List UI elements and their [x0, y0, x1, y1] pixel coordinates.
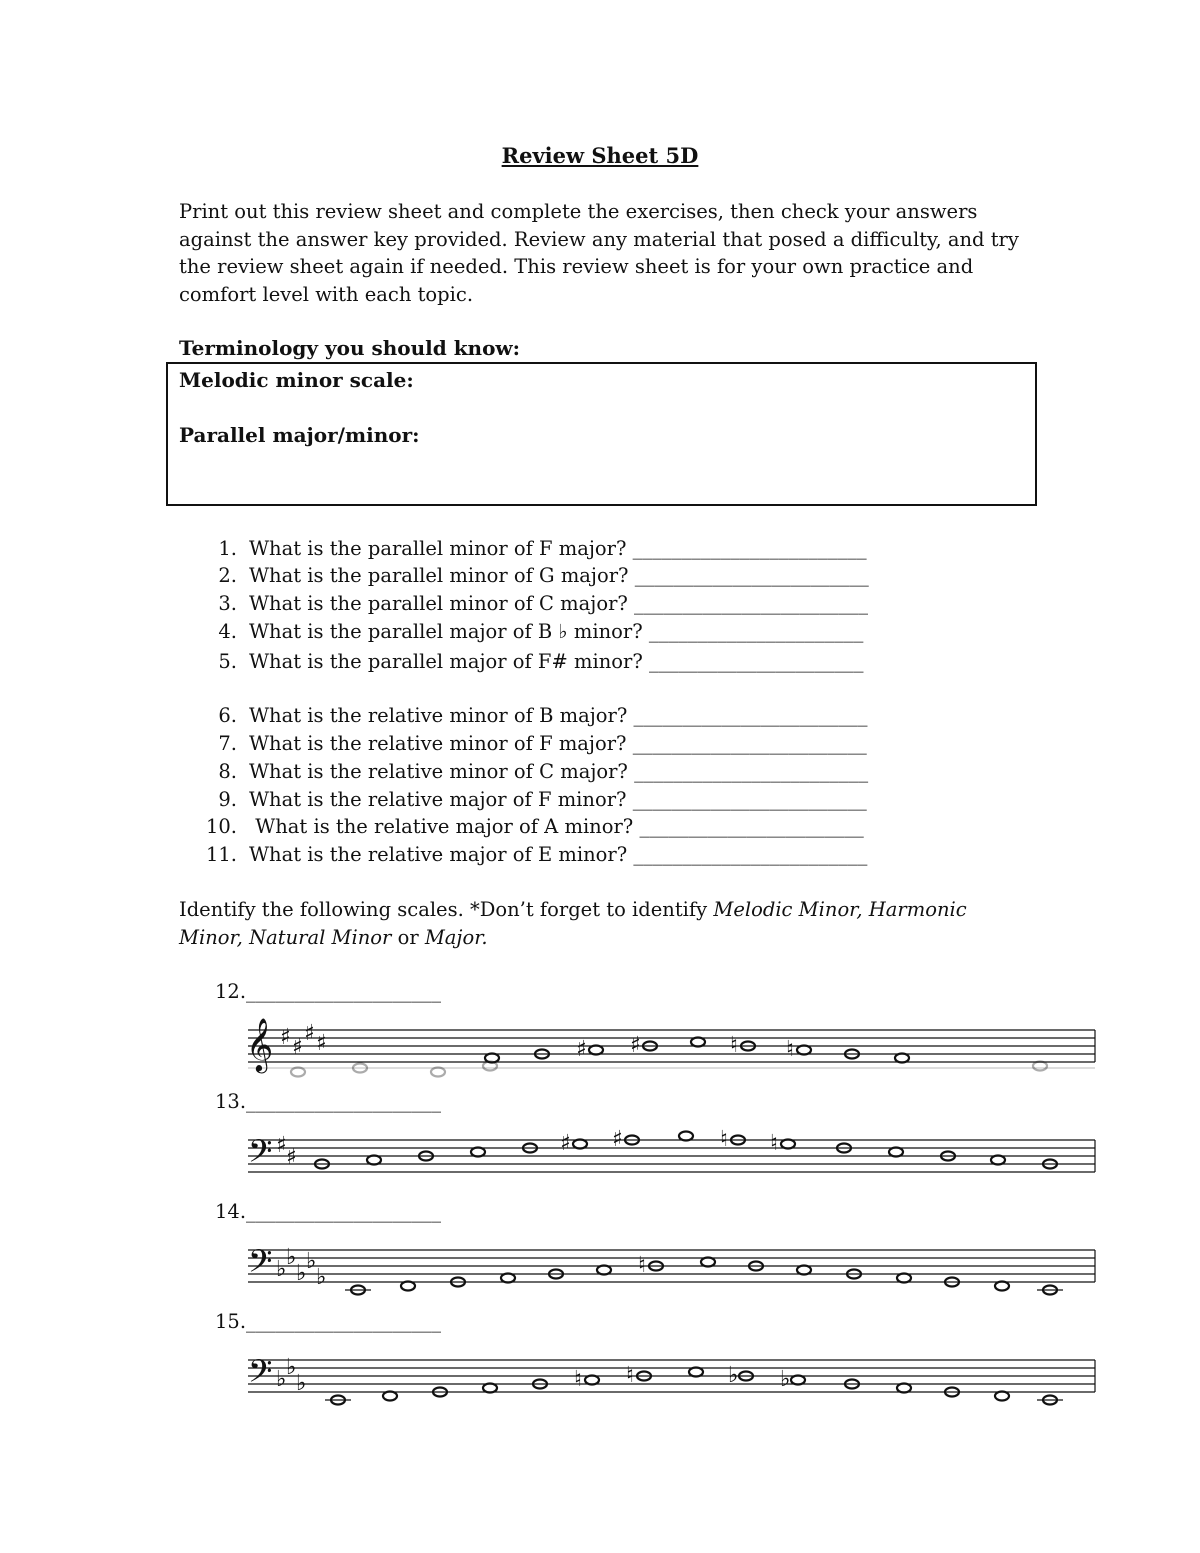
whole-note-icon — [895, 1054, 909, 1063]
whole-note-icon — [679, 1132, 693, 1141]
whole-note-icon — [471, 1148, 485, 1157]
scale-label-14[interactable]: 14.____________________ — [215, 1200, 442, 1223]
flat-icon: ♭ — [276, 1367, 287, 1392]
staff-12 — [240, 1010, 1110, 1100]
whole-note-icon — [991, 1156, 1005, 1165]
scale-instructions — [179, 896, 1019, 951]
sharp-icon: ♯ — [576, 1037, 587, 1062]
question-11[interactable] — [202, 843, 867, 867]
flat-icon: ♭ — [780, 1367, 791, 1392]
whole-note-icon — [401, 1282, 415, 1291]
whole-note-icon — [483, 1384, 497, 1393]
natural-icon: ♮ — [638, 1253, 646, 1278]
question-text: What is the parallel major of F# minor? ______________________ — [249, 650, 864, 673]
question-number: 7. — [218, 732, 237, 755]
question-number: 1. — [218, 537, 237, 560]
question-6[interactable] — [202, 704, 868, 728]
question-text: What is the relative minor of F major? ________________________ — [249, 732, 867, 755]
treble-clef-icon: 𝄞 — [246, 1017, 274, 1071]
whole-note-icon — [897, 1384, 911, 1393]
whole-note-icon — [589, 1046, 603, 1055]
scale-label-13[interactable]: 13.____________________ — [215, 1090, 442, 1113]
question-text: What is the relative minor of C major? ________________________ — [249, 760, 869, 783]
whole-note-icon — [291, 1068, 305, 1077]
question-number: 2. — [218, 564, 237, 587]
whole-note-icon — [689, 1368, 703, 1377]
whole-note-icon — [995, 1282, 1009, 1291]
sharp-icon: ♯ — [276, 1133, 287, 1158]
staff-13 — [240, 1120, 1110, 1210]
question-3[interactable] — [202, 592, 868, 616]
whole-note-icon — [367, 1156, 381, 1165]
question-number: 9. — [218, 788, 237, 811]
question-1[interactable] — [202, 537, 867, 561]
whole-note-icon — [897, 1274, 911, 1283]
scale-label-15[interactable]: 15.____________________ — [215, 1310, 442, 1333]
instructions-minor-types: Melodic Minor, Harmonic Minor, Natural Minor — [179, 898, 967, 949]
whole-note-icon — [431, 1068, 445, 1077]
question-9[interactable] — [202, 788, 867, 812]
flat-icon: ♭ — [276, 1257, 287, 1282]
flat-icon: ♭ — [286, 1245, 297, 1270]
question-text: What is the parallel minor of C major? ________________________ — [249, 592, 869, 615]
question-number: 8. — [218, 760, 237, 783]
sharp-icon: ♯ — [612, 1127, 623, 1152]
whole-note-icon — [383, 1392, 397, 1401]
term-melodic-minor: Melodic minor scale: — [179, 368, 414, 392]
question-10[interactable] — [202, 815, 864, 839]
question-5[interactable] — [202, 650, 864, 674]
question-8[interactable] — [202, 760, 868, 784]
question-7[interactable] — [202, 732, 867, 756]
natural-icon: ♮ — [770, 1131, 778, 1156]
intro-paragraph: Print out this review sheet and complete the exercises, then check your answers against the answer key provided. Review any material that posed a difficulty, and try the review sheet again if needed. This review sheet is for your own practice and comfort level with each topic. — [179, 200, 1019, 306]
natural-icon: ♮ — [786, 1037, 794, 1062]
instructions-prefix: Identify the following scales. *Don’t forget to identify — [179, 898, 714, 921]
question-text: What is the relative major of A minor? _______________________ — [249, 815, 864, 838]
instructions-or: or — [391, 925, 425, 949]
whole-note-icon — [597, 1266, 611, 1275]
whole-note-icon — [889, 1148, 903, 1157]
bass-clef-icon: 𝄢 — [248, 1243, 273, 1287]
sharp-icon: ♯ — [292, 1035, 303, 1060]
sharp-icon: ♯ — [280, 1025, 291, 1050]
bass-clef-icon: 𝄢 — [248, 1353, 273, 1397]
staff-15 — [240, 1340, 1110, 1430]
question-2[interactable] — [202, 564, 869, 588]
sharp-icon: ♯ — [560, 1131, 571, 1156]
whole-note-icon — [585, 1376, 599, 1385]
whole-note-icon — [701, 1258, 715, 1267]
sharp-icon: ♯ — [630, 1033, 641, 1058]
question-text: What is the parallel minor of G major? ________________________ — [249, 564, 869, 587]
flat-icon: ♭ — [296, 1261, 307, 1286]
bass-clef-icon: 𝄢 — [248, 1133, 273, 1177]
sharp-icon: ♯ — [304, 1021, 315, 1046]
scale-label-12[interactable]: 12.____________________ — [215, 980, 442, 1003]
question-number: 4. — [218, 620, 237, 643]
natural-icon: ♮ — [574, 1367, 582, 1392]
whole-note-icon — [995, 1392, 1009, 1401]
whole-note-icon — [1033, 1062, 1047, 1071]
natural-icon: ♮ — [730, 1033, 738, 1058]
whole-note-icon — [781, 1140, 795, 1149]
whole-note-icon — [573, 1140, 587, 1149]
question-text: What is the parallel minor of F major? ________________________ — [249, 537, 867, 560]
question-number: 10. — [205, 815, 237, 838]
terminology-box[interactable] — [166, 362, 1037, 506]
whole-note-icon — [797, 1266, 811, 1275]
flat-icon: ♭ — [296, 1371, 307, 1396]
whole-note-icon — [501, 1274, 515, 1283]
flat-icon: ♭ — [728, 1363, 739, 1388]
question-text: What is the parallel major of B ♭ minor? ______________________ — [249, 620, 864, 643]
staff-14 — [240, 1230, 1110, 1320]
whole-note-icon — [791, 1376, 805, 1385]
instructions-major: Major. — [424, 925, 488, 949]
natural-icon: ♮ — [626, 1363, 634, 1388]
sharp-icon: ♯ — [316, 1031, 327, 1056]
terminology-heading: Terminology you should know: — [179, 336, 521, 360]
question-4[interactable] — [202, 620, 863, 644]
whole-note-icon — [691, 1038, 705, 1047]
natural-icon: ♮ — [720, 1127, 728, 1152]
whole-note-icon — [797, 1046, 811, 1055]
sharp-icon: ♯ — [286, 1145, 297, 1170]
question-number: 11. — [205, 843, 237, 866]
question-number: 3. — [218, 592, 237, 615]
flat-icon: ♭ — [316, 1265, 327, 1290]
term-parallel-major-minor: Parallel major/minor: — [179, 423, 420, 447]
page-title: Review Sheet 5D — [501, 143, 699, 168]
flat-icon: ♭ — [286, 1355, 297, 1380]
question-text: What is the relative major of E minor? ________________________ — [249, 843, 868, 866]
question-text: What is the relative major of F minor? ________________________ — [249, 788, 867, 811]
question-number: 5. — [218, 650, 237, 673]
flat-icon: ♭ — [306, 1249, 317, 1274]
question-text: What is the relative minor of B major? ________________________ — [249, 704, 868, 727]
question-number: 6. — [218, 704, 237, 727]
